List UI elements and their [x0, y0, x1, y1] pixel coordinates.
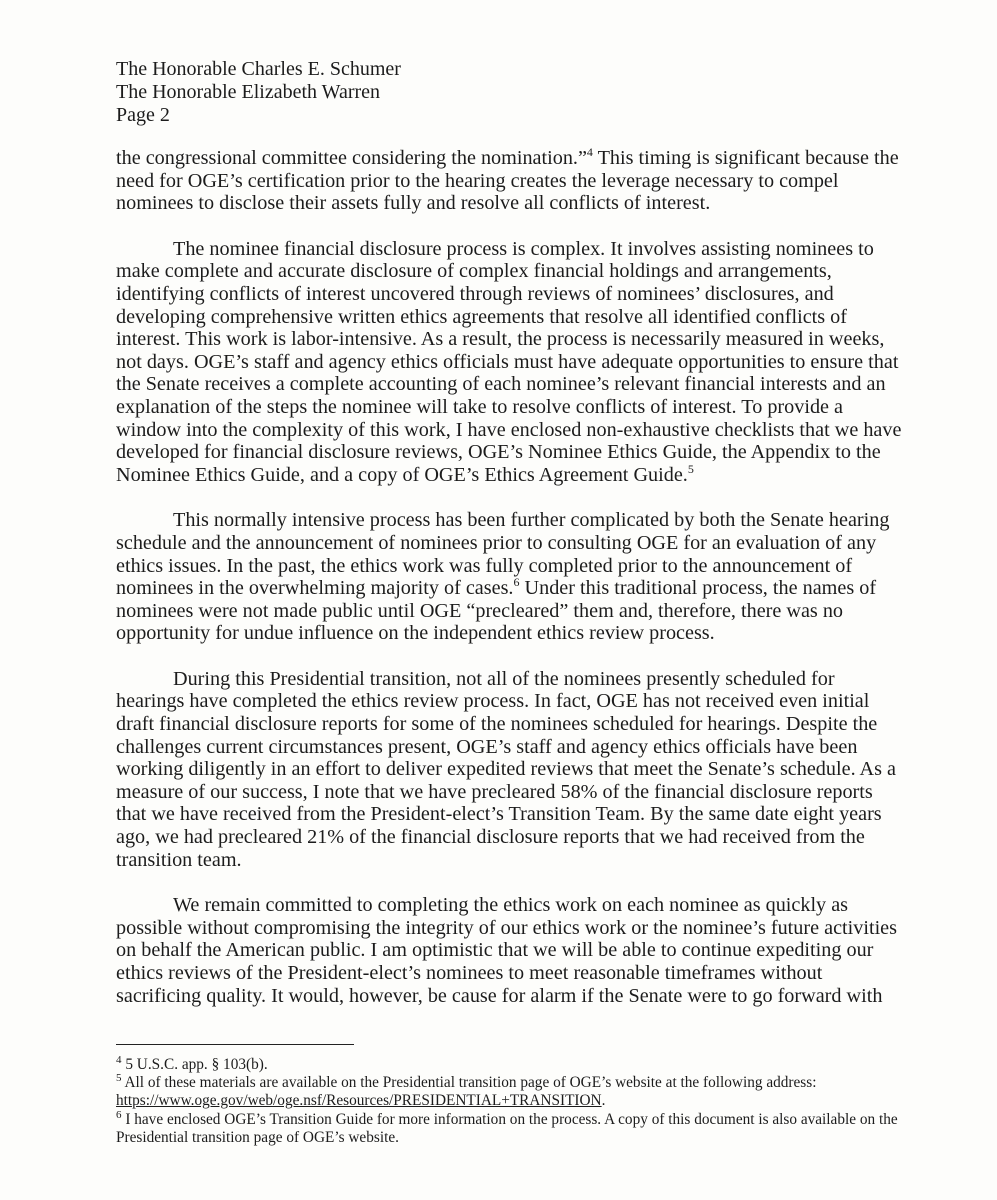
footnote-5-end: . — [601, 1092, 606, 1110]
paragraph-5: We remain committed to completing the ethics work on each nominee as quickly as possible without compromising the integrity of our ethics work or the nominee’s future activities on behalf the American public. I am optimistic that we will be able to continue expediting our ethics reviews of the President-elect’s nominees to meet reasonable timeframes without sacrificing quality. It would, however, be cause for alarm if the Senate were to go forward with — [116, 894, 897, 1007]
footnote-5 — [116, 1074, 916, 1110]
footnote-ref-5[interactable]: 5 — [687, 461, 694, 476]
letter-body — [116, 147, 906, 1030]
page-number: Page 2 — [116, 104, 170, 126]
footnote-6-text: I have enclosed OGE’s Transition Guide for more information on the process. A copy of this document is also available on the Presidential transition page of OGE’s website. — [116, 1110, 898, 1146]
footnote-5-number: 5 — [116, 1072, 122, 1085]
paragraph-2-text: The nominee financial disclosure process is complex. It involves assisting nominees to make complete and accurate disclosure of complex financial holdings and arrangements, identifying conflicts of interest uncovered through reviews of nominees’ disclosures, and developing comprehensive written ethics agreements that resolve all identified conflicts of interest. This work is labor-intensive. As a result, the process is necessarily measured in weeks, not days. OGE’s staff and agency ethics officials must have adequate opportunities to ensure that the Senate receives a complete accounting of each nominee’s relevant financial interests and an explanation of the steps the nominee will take to resolve conflicts of interest. To provide a window into the complexity of this work, I have enclosed non-exhaustive checklists that we have developed for financial disclosure reviews, OGE’s Nominee Ethics Guide, the Appendix to the Nominee Ethics Guide, and a copy of OGE’s Ethics Agreement Guide. — [116, 237, 902, 486]
letter-header — [116, 58, 401, 127]
footnotes — [116, 1056, 916, 1147]
footnote-ref-6[interactable]: 6 — [513, 575, 520, 590]
paragraph-2 — [116, 238, 906, 487]
paragraph-3-text-b: Under this traditional process, the names of nominees were not made public until OGE “precleared” them and, therefore, there was no opportunity for undue influence on the independent ethics review process. — [116, 577, 877, 645]
paragraph-1-text-a: the congressional committee considering the nomination.” — [116, 147, 587, 169]
recipient-line-1: The Honorable Charles E. Schumer — [116, 58, 401, 80]
footnote-4-number: 4 — [116, 1054, 122, 1066]
paragraph-3 — [116, 509, 906, 645]
footnote-6 — [116, 1108, 916, 1147]
footnote-ref-4[interactable]: 4 — [586, 145, 593, 159]
footnote-4 — [116, 1056, 916, 1074]
paragraph-1 — [116, 147, 906, 215]
paragraph-4: During this Presidential transition, not all of the nominees presently scheduled for hearings have completed the ethics review process. In fact, OGE has not received even initial draft financial disclosure reports for some of the nominees scheduled for hearings. Despite the challenges current circumstances present, OGE’s staff and agency ethics officials have been working diligently in an effort to deliver expedited reviews that meet the Senate’s schedule. As a measure of our success, I note that we have precleared 58% of the financial disclosure reports that we have received from the President-elect’s Transition Team. By the same date eight years ago, we had precleared 21% of the financial disclosure reports that we had received from the transition team. — [116, 667, 896, 871]
footnote-6-number: 6 — [116, 1108, 122, 1121]
footnote-divider — [116, 1044, 354, 1045]
oge-transition-link[interactable]: https://www.oge.gov/web/oge.nsf/Resources/PRESIDENTIAL+TRANSITION — [116, 1092, 602, 1110]
recipient-line-2: The Honorable Elizabeth Warren — [116, 81, 381, 103]
paragraph-3-text-a: This normally intensive process has been further complicated by both the Senate hearing schedule and the announcement of nominees prior to consulting OGE for an evaluation of any ethics issues. In the past, the ethics work was fully completed prior to the announcement of nominees in the overwhelming majority of cases. — [116, 509, 890, 600]
footnote-4-text: 5 U.S.C. app. § 103(b). — [121, 1056, 268, 1073]
paragraph-1-text-b: This timing is significant because the need for OGE’s certification prior to the hearing creates the leverage necessary to compel nominees to disclose their assets fully and resolve all conflicts of interest. — [116, 147, 899, 215]
footnote-5-text: All of these materials are available on the Presidential transition page of OGE’s website at the following address: — [121, 1074, 817, 1092]
